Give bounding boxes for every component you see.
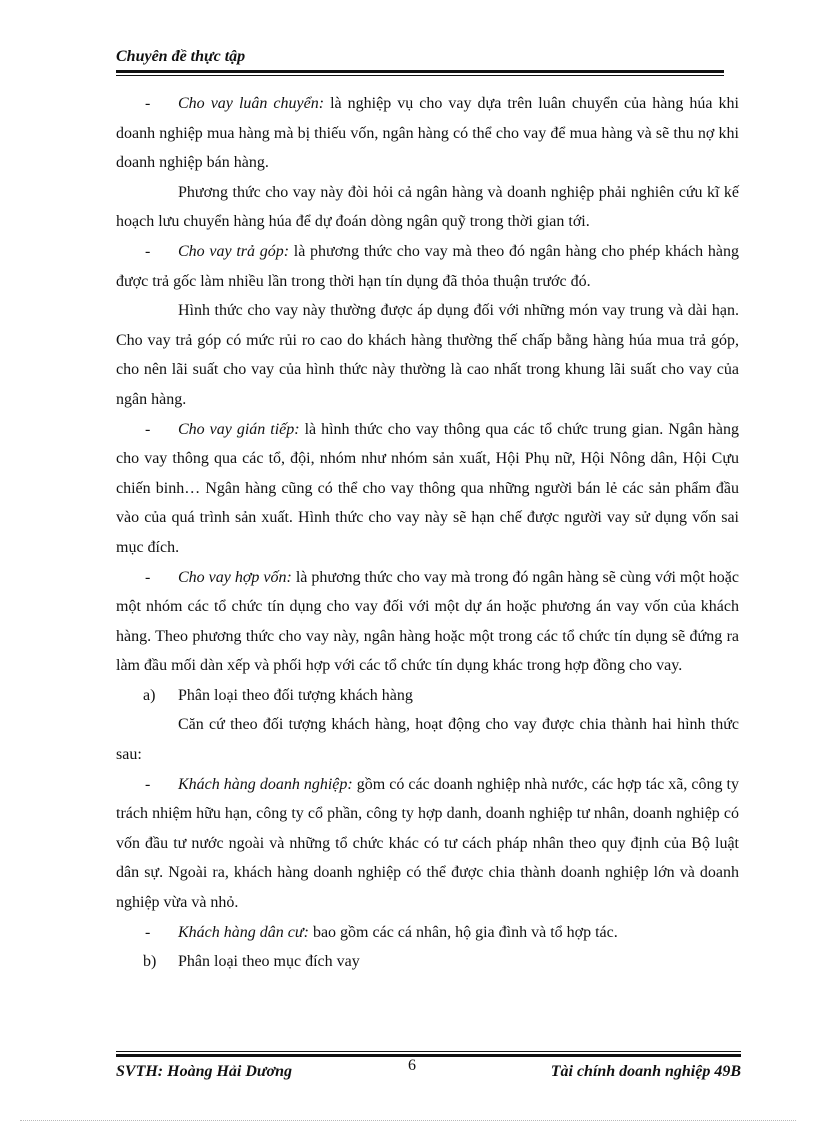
bullet-dash: -: [145, 923, 151, 941]
page-header: [116, 46, 724, 76]
footer-row: [116, 1057, 741, 1087]
header-rule-thick: [116, 70, 724, 73]
section-b-text: Phân loại theo mục đích vay: [178, 953, 360, 971]
paragraph-text: là hình thức cho vay thông qua các tổ chức trung gian. Ngân hàng cho vay thông qua các tổ, đội, nhóm như nhóm sản xuất, Hội Phụ nữ, Hội Nông dân, Hội Cựu chiến binh… Ngân hàng cũng có thể cho vay thông qua những người bán lẻ các sản phẩm đầu vào của quá trình sản xuất. Hình thức cho vay này sẽ hạn chế được người vay sử dụng vốn sai mục đích.: [116, 420, 740, 556]
bullet-dash: -: [145, 95, 151, 112]
document-body: [116, 89, 739, 977]
paragraph-cho-vay-luan-chuyen: [116, 89, 739, 178]
paragraph-text: gồm có các doanh nghiệp nhà nước, các hợp tác xã, công ty trách nhiệm hữu hạn, công ty cổ phần, công ty hợp danh, doanh nghiệp tư nhân, doanh nghiệp có vốn đầu tư nước ngoài và những tổ chức khác có tư cách pháp nhân theo quy định của Bộ luật dân sự. Ngoài ra, khách hàng doanh nghiệp có thể được chia thành doanh nghiệp lớn và doanh nghiệp vừa và nhỏ.: [116, 775, 739, 912]
paragraph-cho-vay-hop-von: [116, 563, 739, 681]
paragraph-cho-vay-gian-tiep: [116, 415, 739, 563]
paragraph-text: bao gồm các cá nhân, hộ gia đình và tổ hợp tác.: [308, 923, 618, 941]
paragraph-khach-hang-dan-cu: [116, 918, 739, 948]
term-khach-hang-dan-cu: Khách hàng dân cư:: [178, 923, 309, 941]
section-a-text: Phân loại theo đối tượng khách hàng: [178, 686, 413, 704]
header-rule-thin: [116, 75, 724, 76]
term-khach-hang-doanh-nghiep: Khách hàng doanh nghiệp:: [178, 775, 353, 793]
term-cho-vay-gian-tiep: Cho vay gián tiếp:: [178, 420, 300, 438]
bullet-dash: -: [145, 568, 151, 586]
footer-author: SVTH: Hoàng Hải Dương: [116, 1063, 292, 1080]
paragraph-can-cu: Căn cứ theo đối tượng khách hàng, hoạt động cho vay được chia thành hai hình thức sau:: [116, 716, 739, 764]
header-title: Chuyên đề thực tập: [116, 48, 246, 65]
footer-course: Tài chính doanh nghiệp 49B: [550, 1063, 741, 1080]
section-a-heading: [116, 681, 739, 711]
bullet-dash: -: [145, 775, 151, 793]
footer-rule-thick: [116, 1054, 741, 1057]
paragraph-hinh-thuc-tra-gop: Hình thức cho vay này thường được áp dụng đối với những món vay trung và dài hạn. Cho vay trả góp có mức rủi ro cao do khách hàng thường thế chấp bằng hàng húa mua trả góp, cho nên lãi suất cho vay của hình thức này thường là cao nhất trong khung lãi suất cho vay của ngân hàng.: [116, 302, 739, 408]
section-b-heading: [116, 947, 739, 977]
page-edge-divider: [20, 1120, 796, 1121]
term-cho-vay-hop-von: Cho vay hợp vốn:: [178, 568, 292, 586]
section-b-mark: b): [143, 953, 157, 971]
footer-rule-thin: [116, 1051, 741, 1052]
paragraph-text: là phương thức cho vay mà theo đó ngân hàng cho phép khách hàng được trả gốc làm nhiều lần trong thời hạn tín dụng đã thỏa thuận trước đó.: [116, 242, 739, 290]
page-footer: [116, 1051, 741, 1087]
paragraph-phuong-thuc: Phương thức cho vay này đòi hỏi cả ngân hàng và doanh nghiệp phải nghiên cứu kĩ kế hoạch lưu chuyển hàng húa để dự đoán dòng ngân quỹ trong thời gian tới.: [116, 183, 739, 231]
term-cho-vay-tra-gop: Cho vay trả góp:: [178, 242, 290, 260]
paragraph-text: là nghiệp vụ cho vay dựa trên luân chuyển của hàng húa khi doanh nghiệp mua hàng mà bị thiếu vốn, ngân hàng có thể cho vay để mua hàng và sẽ thu nợ khi doanh nghiệp bán hàng.: [116, 95, 739, 172]
paragraph-text: là phương thức cho vay mà trong đó ngân hàng sẽ cùng với một hoặc một nhóm các tổ chức tín dụng cho vay đối với một dự án hoặc phương án vay vốn của khách hàng. Theo phương thức cho vay này, ngân hàng hoặc một trong các tổ chức tín dụng sẽ đứng ra làm đầu mối dàn xếp và phối hợp với các tổ chức tín dụng khác trong hợp đồng cho vay.: [116, 568, 739, 675]
section-a-mark: a): [143, 686, 156, 704]
bullet-dash: -: [145, 242, 151, 260]
page-number: 6: [408, 1057, 416, 1074]
paragraph-khach-hang-doanh-nghiep: [116, 770, 739, 918]
bullet-dash: -: [145, 420, 151, 438]
term-cho-vay-luan-chuyen: Cho vay luân chuyển:: [178, 95, 325, 112]
paragraph-cho-vay-tra-gop: [116, 237, 739, 296]
